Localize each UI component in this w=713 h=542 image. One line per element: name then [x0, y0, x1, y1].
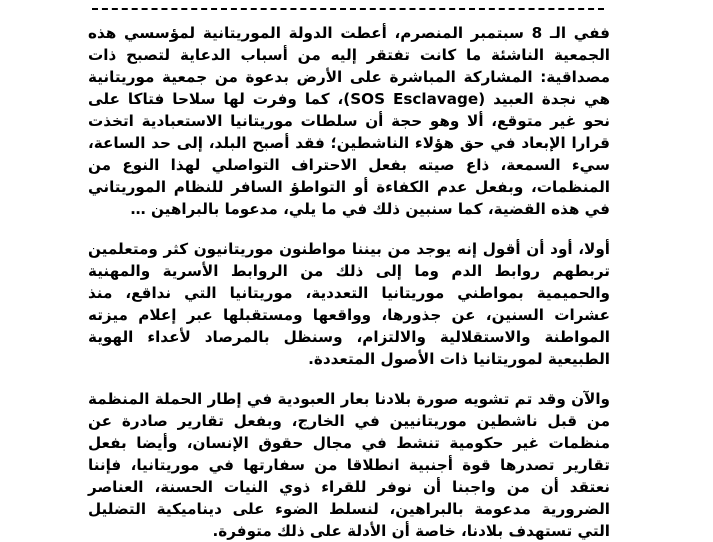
dashed-separator: [92, 0, 604, 10]
paragraph-3: والآن وقد تم تشويه صورة بلادنا بعار العبودية في إطار الحملة المنظمة من قبل ناشطين موريتانيين في الخارج، وبفعل تقارير صادرة عن منظمات غير حكومية تنشط في مجال حقوق الإنسان، وأيضا بفعل تقارير تصدرها قوة أجنبية انطلاقا من سفارتها في موريتانيا، فإننا نعتقد أن من واجبنا أن نوفر للقراء ذوي النيات الحسنة، العناصر الضرورية مدعومة بالبراهين، لنسلط الضوء على ديناميكية التضليل التي تستهدف بلادنا، خاصة أن الأدلة على ذلك متوفرة.: [88, 390, 610, 540]
paragraph-1: ففي الـ 8 سبتمبر المنصرم، أعطت الدولة الموريتانية لمؤسسي هذه الجمعية الناشئة ما كانت تفتقر إليه من أسباب الدعاية لتصبح ذات مصداقية: المشاركة المباشرة على الأرض بدعوة من جمعية موريتانية هي نجدة العبيد (SOS Esclavage)، كما وفرت لها سلاحا فتاكا على نحو غير متوقع، ألا وهو حجة أن سلطات موريتانيا الاستعبادية اتخذت قرارا الإبعاد في حق هؤلاء الناشطين؛ فقد أصبح البلد، إلى حد الساعة، سيء السمعة، ذاع صيته بفعل الاحتراف التواصلي لهذا النوع من المنظمات، وبفعل عدم الكفاءة أو التواطؤ السافر للنظام الموريتاني في هذه القضية، كما سنبين ذلك في ما يلي، مدعوما بالبراهين …: [88, 24, 610, 218]
paragraph-2: أولا، أود أن أقول إنه يوجد من بيننا مواطنون موريتانيون كثر ومتعلمين تربطهم روابط الدم وما إلى ذلك من الروابط الأسرية والمهنية والحميمية بمواطني موريتانيا التعددية، موريتانيا التي نداقع، منذ عشرات السنين، عن جذورها، وواقعها ومستقبلها عبر إعلام ميزته المواطنة والاستقلالية والالتزام، وسنظل بالمرصاد لأعداء الهوية الطبيعية لموريتانيا ذات الأصول المتعددة.: [88, 240, 610, 368]
article-body: [88, 22, 610, 542]
